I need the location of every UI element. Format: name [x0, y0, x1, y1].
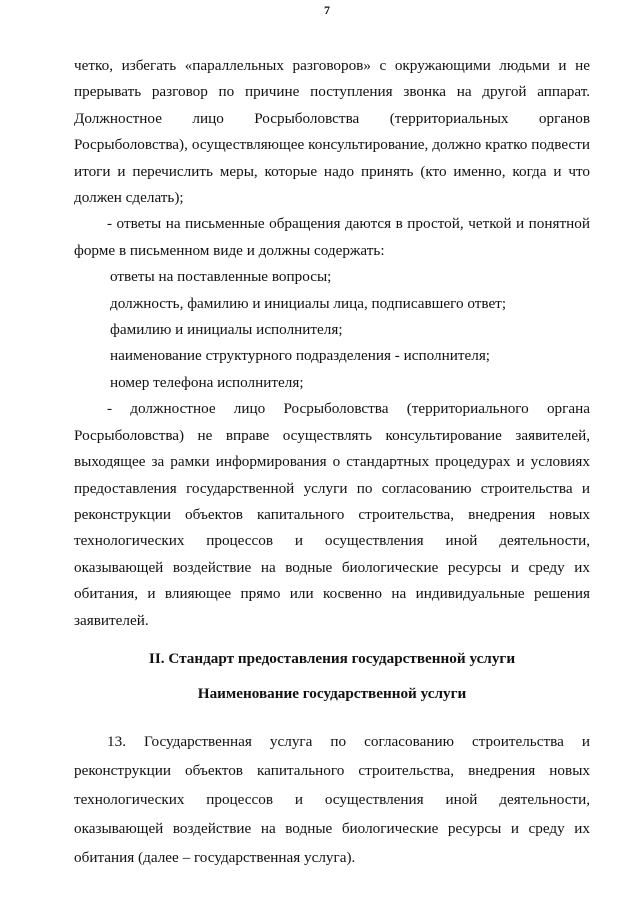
- list-item: фамилию и инициалы исполнителя;: [110, 321, 343, 339]
- paragraph-continuation: четко, избегать «параллельных разговоров» с окружающими людьми и не прерывать разговор по причине поступления звонка на другой аппарат. Должностное лицо Росрыболовства (территориальных органов Росрыболовства), осуществляющее консультирование, должно кратко подвести итоги и перечислить меры, которые надо принять (кто именно, когда и что должен сделать);: [74, 57, 590, 207]
- list-item: должность, фамилию и инициалы лица, подписавшего ответ;: [110, 294, 507, 312]
- paragraph-written-replies: - ответы на письменные обращения даются в простой, четкой и понятной форме в письменном виде и должны содержать:: [74, 215, 590, 259]
- page-number: 7: [324, 3, 330, 17]
- paragraph-consulting-limits: - должностное лицо Росрыболовства (территориального органа Росрыболовства) не вправе осуществлять консультирование заявителей, выходящее за рамки информирования о стандартных процедурах и условиях предоставления государственной услуги по согласованию строительства и реконструкции объектов капитального строительства, внедрения новых технологических процессов и осуществления иной деятельности, оказывающей воздействие на водные биологические ресурсы и среду их обитания, и влияющее прямо или косвенно на индивидуальные решения заявителей.: [74, 400, 590, 629]
- body-text: [74, 53, 590, 634]
- list-item: наименование структурного подразделения - исполнителя;: [110, 347, 491, 365]
- section-heading: II. Стандарт предоставления государственной услуги: [148, 650, 516, 667]
- subsection-heading: Наименование государственной услуги: [197, 685, 467, 702]
- paragraph-item-13: 13. Государственная услуга по согласованию строительства и реконструкции объектов капитального строительства, внедрения новых технологических процессов и осуществления иной деятельности, оказывающей воздействие на водные биологические ресурсы и среду их обитания (далее – государственная услуга).: [74, 733, 590, 866]
- list-item: номер телефона исполнителя;: [110, 373, 304, 391]
- list-item: ответы на поставленные вопросы;: [110, 268, 332, 286]
